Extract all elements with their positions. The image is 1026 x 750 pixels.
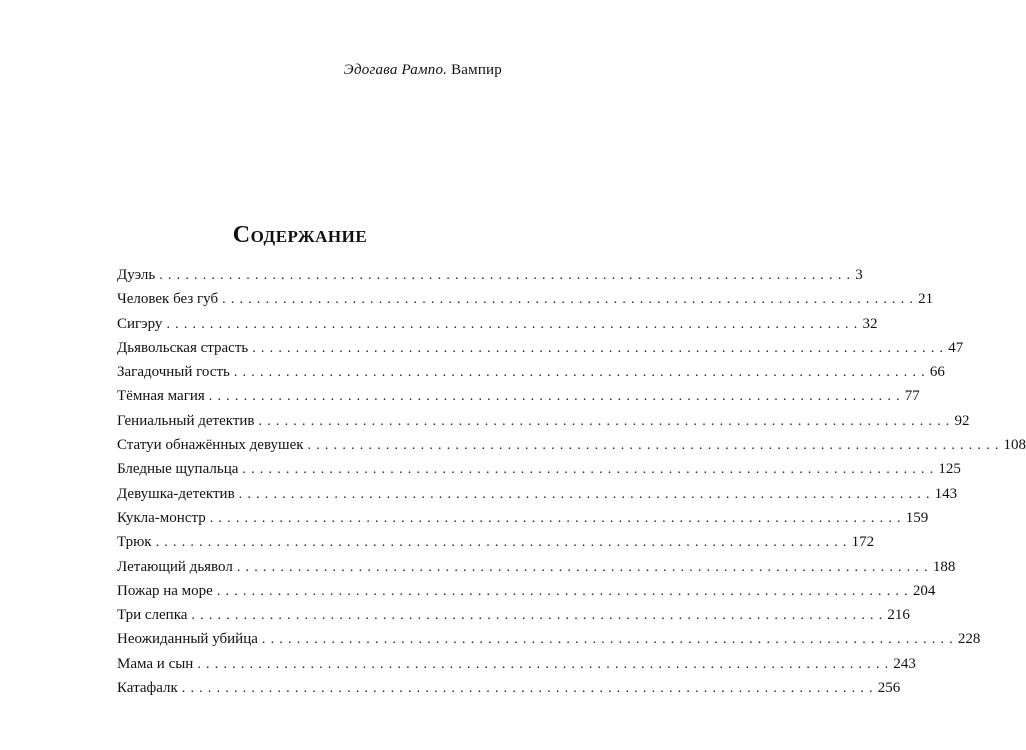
toc-entry-page: 143 <box>934 485 958 502</box>
toc-entry-title: Статуи обнажённых девушек <box>117 437 304 454</box>
running-head-separator: . <box>443 62 448 78</box>
toc-entry-title: Тёмная магия <box>117 388 205 405</box>
toc-entry-title: Дьявольская страсть <box>117 339 249 356</box>
toc-entry-title: Пожар на море <box>117 582 213 599</box>
toc-entry <box>117 530 875 554</box>
toc-entry-title: Кукла-монстр <box>117 509 206 526</box>
toc-entry-page: 108 <box>1003 437 1026 454</box>
toc-entry-page: 21 <box>918 291 934 308</box>
dot-leader: ................................................................................ <box>155 535 852 551</box>
dot-leader: ................................................................................ <box>197 656 894 672</box>
toc-entry-page: 159 <box>905 509 929 526</box>
running-head <box>344 62 502 79</box>
toc-entry-title: Летающий дьявол <box>117 558 233 575</box>
toc-entry <box>117 652 916 676</box>
toc-entry-page: 188 <box>932 558 956 575</box>
dot-leader: ................................................................................ <box>238 486 935 502</box>
dot-leader: ................................................................................ <box>236 559 933 575</box>
toc-entry-page: 228 <box>957 631 981 648</box>
dot-leader: ................................................................................ <box>191 608 888 624</box>
dot-leader: ................................................................................ <box>181 681 878 697</box>
toc-entry <box>117 360 945 384</box>
toc-entry-title: Гениальный детектив <box>117 412 255 429</box>
toc-entry-page: 47 <box>948 339 964 356</box>
dot-leader: ................................................................................ <box>252 340 949 356</box>
toc-entry-title: Человек без губ <box>117 291 219 308</box>
dot-leader: ................................................................................ <box>242 462 939 478</box>
toc-entry-page: 77 <box>904 388 920 405</box>
toc-entry <box>117 579 936 603</box>
dot-leader: ................................................................................ <box>209 510 906 526</box>
dot-leader: ................................................................................ <box>233 365 930 381</box>
toc-entry <box>117 457 961 481</box>
dot-leader: ................................................................................ <box>261 632 958 648</box>
toc-title: Содержание <box>232 222 368 248</box>
toc-entry-title: Девушка-детектив <box>117 485 235 502</box>
toc-entry <box>117 676 901 700</box>
toc-entry-page: 125 <box>938 461 961 478</box>
toc-entry-title: Загадочный гость <box>117 364 230 381</box>
toc-entry-title: Сигэру <box>117 315 163 332</box>
toc-entry-title: Трюк <box>117 534 152 551</box>
dot-leader: ................................................................................ <box>222 292 919 308</box>
dot-leader: ................................................................................ <box>216 583 913 599</box>
toc-entry <box>117 336 964 360</box>
dot-leader: ................................................................................ <box>166 316 863 332</box>
toc-entry-title: Три слепка <box>117 607 188 624</box>
dot-leader: ................................................................................ <box>159 268 856 283</box>
toc-entry-page: 216 <box>887 607 910 624</box>
toc-entry <box>117 627 981 651</box>
toc-entry <box>117 603 910 627</box>
running-head-book-title: Вампир <box>451 62 502 78</box>
toc-entry-title: Бледные щупальца <box>117 461 239 478</box>
toc-entry-title: Дуэль <box>117 267 156 283</box>
toc-entry-page: 66 <box>929 364 945 381</box>
table-of-contents <box>117 263 1026 700</box>
running-head-author: Эдогава Рампо <box>343 62 444 78</box>
toc-entry-page: 172 <box>851 534 875 551</box>
dot-leader: ................................................................................ <box>258 413 955 429</box>
dot-leader: ................................................................................ <box>307 438 1004 454</box>
toc-entry-page: 256 <box>877 680 901 697</box>
toc-entry <box>117 287 934 311</box>
toc-entry <box>117 482 958 506</box>
toc-entry <box>117 263 863 287</box>
toc-entry-title: Катафалк <box>117 680 178 697</box>
toc-entry-title: Мама и сын <box>117 655 194 672</box>
toc-entry <box>117 409 970 433</box>
toc-entry-page: 243 <box>893 655 916 672</box>
toc-entry <box>117 506 929 530</box>
toc-entry-page: 3 <box>855 267 863 283</box>
toc-entry-page: 92 <box>954 412 970 429</box>
toc-entry-page: 204 <box>912 582 936 599</box>
toc-entry <box>117 384 920 408</box>
toc-entry <box>117 312 878 336</box>
toc-entry <box>117 433 1026 457</box>
toc-entry-page: 32 <box>862 315 878 332</box>
toc-entry-title: Неожиданный убийца <box>117 631 258 648</box>
dot-leader: ................................................................................ <box>208 389 905 405</box>
toc-entry <box>117 555 956 579</box>
